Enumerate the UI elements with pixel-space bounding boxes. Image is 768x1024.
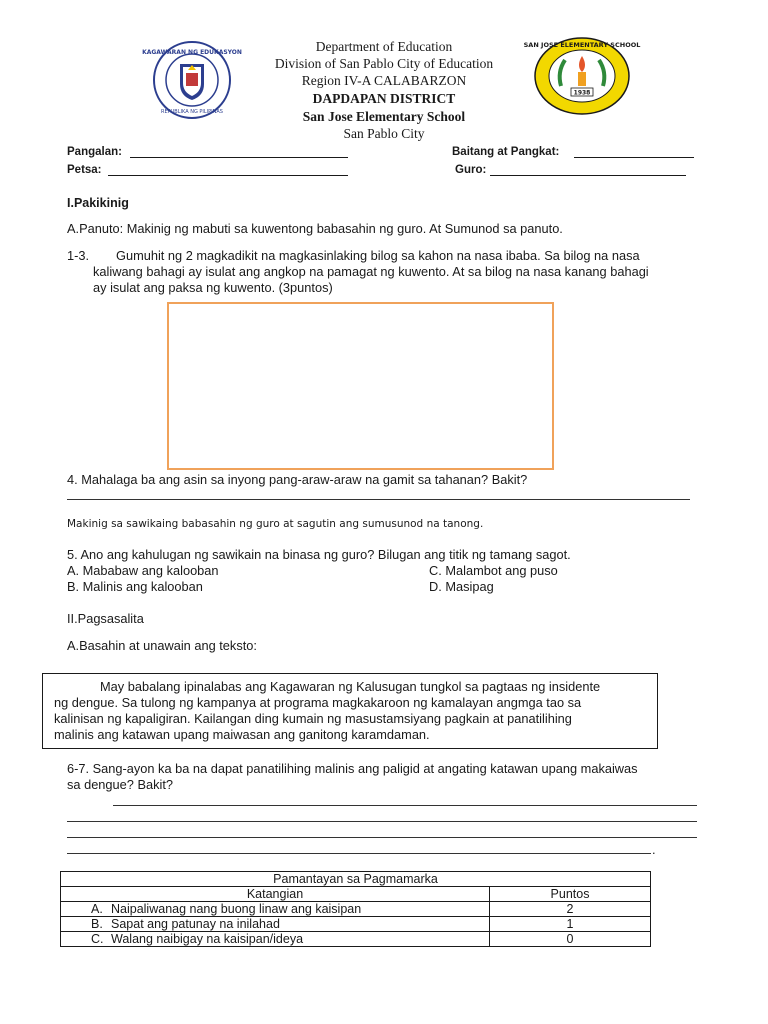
q13-line2: kaliwang bahagi ay isulat ang angkop na pamagat ng kuwento. At sa bilog na nasa kanang bahagi bbox=[93, 264, 649, 279]
q13-number: 1-3. bbox=[67, 248, 90, 263]
q13-line1: Gumuhit ng 2 magkadikit na magkasinlaking bilog sa kahon na nasa ibaba. Sa bilog na nasa bbox=[116, 248, 640, 263]
table-row bbox=[61, 902, 651, 917]
answer-end-period: . bbox=[652, 842, 656, 857]
rubric-letter: B. bbox=[91, 917, 103, 931]
table-row bbox=[61, 917, 651, 932]
listen-instruction: Makinig sa sawikaing babasahin ng guro at sagutin ang sumusunod na tanong. bbox=[67, 518, 484, 530]
q67-line2: sa dengue? Bakit? bbox=[67, 777, 174, 792]
rubric-points: 2 bbox=[490, 902, 651, 917]
header-school: San Jose Elementary School bbox=[302, 109, 466, 124]
rubric-letter: C. bbox=[91, 932, 104, 946]
choice-a[interactable]: A. Mababaw ang kalooban bbox=[67, 563, 219, 578]
rubric-table bbox=[60, 871, 651, 947]
passage-line2: ng dengue. Sa tulong ng kampanya at programa magkakaroon ng kamalayan angmga tao sa bbox=[54, 695, 582, 710]
rubric-col-criteria: Katangian bbox=[61, 887, 490, 902]
header-city: San Pablo City bbox=[343, 126, 425, 141]
choice-c[interactable]: C. Malambot ang puso bbox=[429, 563, 558, 578]
svg-text:REPUBLIKA NG PILIPINAS: REPUBLIKA NG PILIPINAS bbox=[161, 109, 223, 115]
table-row bbox=[61, 932, 651, 947]
rubric-criteria: Sapat ang patunay na inilahad bbox=[111, 917, 280, 931]
q13-line3: ay isulat ang paksa ng kuwento. (3puntos) bbox=[93, 280, 333, 295]
rubric-points: 0 bbox=[490, 932, 651, 947]
date-field[interactable] bbox=[108, 164, 348, 176]
header-division: Division of San Pablo City of Education bbox=[274, 56, 494, 71]
answer-line-4[interactable] bbox=[67, 853, 651, 854]
grade-label: Baitang at Pangkat: bbox=[452, 146, 560, 158]
answer-line-1[interactable] bbox=[113, 805, 697, 806]
choice-d[interactable]: D. Masipag bbox=[429, 579, 494, 594]
rubric-points: 1 bbox=[490, 917, 651, 932]
section1-instruction: A.Panuto: Makinig ng mabuti sa kuwentong babasahin ng guro. At Sumunod sa panuto. bbox=[67, 221, 563, 236]
passage-line4: malinis ang katawan upang maiwasan ang ganitong karamdaman. bbox=[54, 727, 430, 742]
header-dept: Department of Education bbox=[315, 39, 453, 54]
svg-text:KAGAWARAN NG EDUKASYON: KAGAWARAN NG EDUKASYON bbox=[142, 49, 242, 56]
rubric-criteria: Naipaliwanag nang buong linaw ang kaisipan bbox=[111, 902, 362, 916]
date-label: Petsa: bbox=[67, 164, 102, 176]
passage-box bbox=[42, 673, 658, 749]
q4-answer-line[interactable] bbox=[67, 499, 690, 500]
header-district: DAPDAPAN DISTRICT bbox=[312, 91, 456, 106]
section2-instruction: A.Basahin at unawain ang teksto: bbox=[67, 638, 257, 653]
name-label: Pangalan: bbox=[67, 146, 122, 158]
svg-text:SAN JOSE ELEMENTARY SCHOOL: SAN JOSE ELEMENTARY SCHOOL bbox=[523, 41, 641, 49]
section1-title: I.Pakikinig bbox=[67, 196, 129, 210]
rubric-criteria: Walang naibigay na kaisipan/ideya bbox=[111, 932, 304, 946]
header-region: Region IV-A CALABARZON bbox=[301, 73, 467, 88]
name-field[interactable] bbox=[130, 146, 348, 158]
teacher-label: Guro: bbox=[455, 164, 487, 176]
section2-title: II.Pagsasalita bbox=[67, 611, 144, 626]
grade-field[interactable] bbox=[574, 146, 694, 158]
passage-line1: May babalang ipinalabas ang Kagawaran ng Kalusugan tungkol sa pagtaas ng insidente bbox=[100, 679, 601, 694]
rubric-title-row bbox=[61, 872, 651, 887]
choice-b[interactable]: B. Malinis ang kalooban bbox=[67, 579, 203, 594]
q67-line1: 6-7. Sang-ayon ka ba na dapat panatilihing malinis ang paligid at angating katawan upang makaiwas bbox=[67, 761, 638, 776]
answer-line-2[interactable] bbox=[67, 821, 697, 822]
rubric-criteria-cell bbox=[61, 902, 490, 917]
drawing-box[interactable] bbox=[167, 302, 554, 470]
teacher-field[interactable] bbox=[490, 164, 686, 176]
passage-line3: kalinisan ng kapaligiran. Kailangan ding kumain ng masustamsiyang pagkain at panatilihing bbox=[54, 711, 572, 726]
rubric-criteria-cell bbox=[61, 917, 490, 932]
q4-text: 4. Mahalaga ba ang asin sa inyong pang-araw-araw na gamit sa tahanan? Bakit? bbox=[67, 472, 528, 487]
rubric-title: Pamantayan sa Pagmamarka bbox=[61, 872, 651, 887]
rubric-letter: A. bbox=[91, 902, 103, 916]
rubric-criteria-cell bbox=[61, 932, 490, 947]
answer-line-3[interactable] bbox=[67, 837, 697, 838]
q5-text: 5. Ano ang kahulugan ng sawikain na binasa ng guro? Bilugan ang titik ng tamang sagot. bbox=[67, 547, 571, 562]
rubric-col-points: Puntos bbox=[490, 887, 651, 902]
rubric-header-row bbox=[61, 887, 651, 902]
svg-text:1938: 1938 bbox=[573, 89, 591, 97]
